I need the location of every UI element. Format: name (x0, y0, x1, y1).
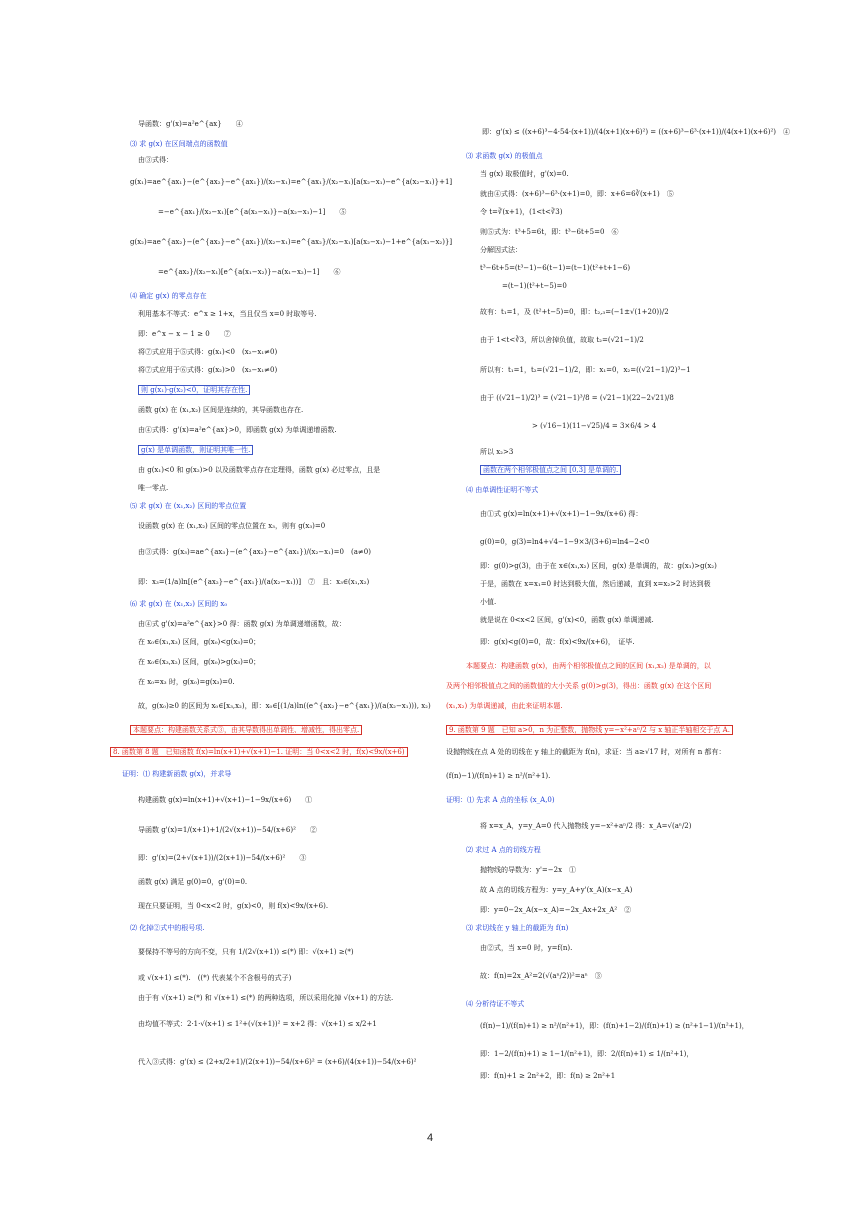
text-line: 或 √(x+1) ≤(*). ((*) 代表某个不含根号的式子) (138, 974, 292, 982)
text-line: t³−6t+5=(t³−1)−6(t−1)=(t−1)(t²+t+1−6) (480, 264, 631, 272)
text-line: 就由④式得：(x+6)³−6³·(x+1)=0，即：x+6=6∛(x+1) ⑤ (480, 190, 674, 198)
boxed-text: 则 g(x₁)·g(x₂)<0，证明其存在性. (138, 385, 250, 395)
text-line: 就是说在 0<x<2 区间，g'(x)<0，函数 g(x) 单调递减. (480, 616, 654, 624)
text-line (110, 748, 408, 757)
text-line: 所以 x₂>3 (480, 448, 514, 456)
step-heading: 证明：⑴ 先求 A 点的坐标 (x_A,0) (446, 796, 555, 804)
text-line: 即：e^x − x − 1 ≥ 0 ⑦ (138, 330, 231, 338)
text-line: 分解因式法： (480, 246, 522, 254)
text-line: 由③式得： (138, 156, 173, 164)
text-line: 要保持不等号的方向不变，只有 1/(2√(x+1)) ≤(*) 即：√(x+1) ≥(*) (138, 948, 354, 956)
text-line: 所以有：t₁=1，t₂=(√21−1)/2，即：x₁=0，x₂=((√21−1)/2)³−1 (480, 366, 691, 374)
text-line: 即：y=0−2x_A(x−x_A)=−2x_Ax+2x_A² ② (480, 906, 632, 914)
step-heading (138, 386, 250, 395)
text-line: 由 g(x₁)<0 和 g(x₂)>0 以及函数零点存在定理得，函数 g(x) 必过零点，且是 (138, 466, 381, 474)
step-heading: 证明：⑴ 构建新函数 g(x)，并求导 (122, 770, 232, 778)
boxed-text: 9. 函数第 9 题 已知 a>0，n 为正整数，抛物线 y=−x²+aⁿ/2 与 x 轴正半轴相交于点 A. (446, 725, 733, 735)
text-line: =(t−1)(t²+t−5)=0 (502, 282, 567, 290)
text-line: 利用基本不等式：e^x ≥ 1+x，当且仅当 x=0 时取等号. (138, 310, 317, 318)
step-heading: ⑸ 求 g(x) 在 (x₁,x₂) 区间的零点位置 (130, 502, 247, 510)
text-line: 由①式 g(x)=ln(x+1)+√(x+1)−1−9x/(x+6) 得： (480, 510, 643, 518)
step-heading: ⑷ 分析待证不等式 (466, 1000, 525, 1008)
boxed-text: 8. 函数第 8 题 已知函数 f(x)=ln(x+1)+√(x+1)−1. 证明：当 0<x<2 时，f(x)<9x/(x+6) (110, 747, 408, 757)
text-line: 由③式得：g(x₃)=ae^{ax₃}−(e^{ax₂}−e^{ax₁})/(x₂−x₁)=0 (a≠0) (138, 548, 371, 556)
text-line: 在 x₀=x₃ 时，g(x₀)=g(x₃)=0. (138, 678, 235, 686)
key-point-text (130, 726, 362, 735)
text-line: 由④式 g'(x)=a²e^{ax}>0 得：函数 g(x) 为单调递增函数，故： (138, 620, 346, 628)
text-line: > (√16−1)(11−√25)/4 = 3×6/4 > 4 (532, 422, 657, 430)
step-heading: ⑷ 由单调性证明不等式 (466, 486, 539, 494)
text-line: 令 t=∛(x+1)，(1<t<∛3) (480, 208, 563, 216)
text-line: 由②式，当 x=0 时，y=f(n). (480, 944, 573, 952)
text-line: 由于 1<t<∛3，所以舍掉负值，故取 t₂=(√21−1)/2 (480, 336, 644, 344)
text-line: 故：f(n)=2x_A²=2(√(aⁿ/2))²=aⁿ ③ (480, 972, 602, 980)
text-line (446, 726, 733, 735)
text-line: 函数 g(x) 满足 g(0)=0，g'(0)=0. (138, 878, 248, 886)
text-line: 故有：t₁=1，及 (t²+t−5)=0，即：t₂,₃=(−1±√(1+20))/2 (480, 308, 669, 316)
text-line: g(x₂)=ae^{ax₂}−(e^{ax₂}−e^{ax₁})/(x₂−x₁)=e^{ax₂}/(x₂−x₁)[a(x₂−x₁)−1+e^{a(x₁−x₂)}] (130, 238, 453, 246)
text-line: 即：1−2/(f(n)+1) ≥ 1−1/(n²+1)，即：2/(f(n)+1) ≤ 1/(n²+1)， (480, 1050, 694, 1058)
text-line: 唯一零点. (138, 484, 169, 492)
text-line: 由于有 √(x+1) ≥(*) 和 √(x+1) ≤(*) 的两种选项，所以采用化掉 √(x+1) 的方法. (138, 994, 394, 1002)
step-heading: ⑵ 求过 A 点的切线方程 (466, 846, 541, 854)
text-line: 由于 ((√21−1)/2)³ = (√21−1)³/8 = (√21−1)(22−2√21)/8 (480, 394, 674, 402)
step-heading: ⑹ 求 g(x) 在 (x₁,x₂) 区间的 x₀ (130, 600, 228, 608)
text-line: 导函数 g'(x)=1/(x+1)+1/(2√(x+1))−54/(x+6)² ② (138, 826, 317, 834)
text-line: 小值. (480, 598, 497, 606)
text-line: 在 x₀∈(x₃,x₂) 区间，g(x₀)>g(x₃)=0； (138, 658, 261, 666)
text-line: 即：g(0)>g(3)，由于在 x∈(x₁,x₂) 区间，g(x) 是单调的，故：g(x₁)>g(x₂) (480, 562, 717, 570)
step-heading: ⑵ 化掉②式中的根号项. (130, 924, 205, 932)
text-line: (f(n)−1)/(f(n)+1) ≥ n²/(n²+1)，即：(f(n)+1−2)/(f(n)+1) ≥ (n²+1−1)/(n²+1)， (480, 1022, 749, 1030)
step-heading (138, 446, 253, 455)
boxed-text: 本题要点：构建函数关系式③，由其导数得出单调性、增减性，得出零点. (130, 725, 362, 735)
text-line: g(0)=0，g(3)=ln4+√4−1−9×3/(3+6)=ln4−2<0 (480, 538, 650, 546)
text-line: 构建函数 g(x)=ln(x+1)+√(x+1)−1−9x/(x+6) ① (138, 796, 313, 804)
key-point-text: (x₁,x₂) 为单调递减，由此来证明本题. (446, 702, 563, 710)
step-heading: ⑶ 求 g(x) 在区间端点的函数值 (130, 140, 228, 148)
text-line: 由④式得：g'(x)=a²e^{ax}>0，即函数 g(x) 为单调递增函数. (138, 426, 337, 434)
text-line: 函数 g(x) 在 (x₁,x₂) 区间是连续的，其导函数也存在. (138, 406, 304, 414)
text-line: 故，g(x₀)≥0 的区间为 x₀∈[x₃,x₂)，即：x₀∈[(1/a)ln((e^{ax₂}−e^{ax₁})/(a(x₂−x₁))), x₂) (138, 702, 431, 710)
text-line: 即：g'(x) ≤ ((x+6)³−4·54·(x+1))/(4(x+1)(x+6)²) = ((x+6)³−6³·(x+1))/(4(x+1)(x+6)²) ④ (482, 128, 790, 136)
text-line: =e^{ax₂}/(x₂−x₁)[e^{a(x₁−x₂)}−a(x₁−x₂)−1] ⑥ (158, 268, 341, 276)
text-line: 在 x₀∈(x₁,x₃) 区间，g(x₀)<g(x₃)=0； (138, 638, 261, 646)
text-line: 抛物线的导数为：y'=−2x ① (480, 866, 577, 874)
boxed-text: g(x) 是单调函数，则证明其唯一性. (138, 445, 253, 455)
text-line: 当 g(x) 取极值时，g'(x)=0. (480, 170, 569, 178)
step-heading (480, 466, 621, 475)
text-line: g(x₁)=ae^{ax₁}−(e^{ax₂}−e^{ax₁})/(x₂−x₁)=e^{ax₁}/(x₂−x₁)[a(x₂−x₁)−e^{a(x₂−x₁)}+1] (130, 178, 453, 186)
text-line: 将⑦式应用于⑥式得：g(x₂)>0 (x₂−x₁≠0) (138, 366, 278, 374)
text-line: 即：g(x)<g(0)=0，故：f(x)<9x/(x+6)， 证毕. (480, 638, 635, 646)
text-line: 将⑦式应用于⑤式得：g(x₁)<0 (x₂−x₁≠0) (138, 348, 278, 356)
text-line: 代入③式得：g'(x) ≤ (2+x/2+1)/(2(x+1))−54/(x+6)² = (x+6)/(4(x+1))−54/(x+6)² (138, 1058, 417, 1066)
text-line: 由均值不等式：2·1·√(x+1) ≤ 1²+(√(x+1))² = x+2 得：√(x+1) ≤ x/2+1 (138, 1020, 377, 1028)
text-line: 则⑤式为：t³+5=6t，即：t³−6t+5=0 ⑥ (480, 228, 619, 236)
text-line: =−e^{ax₁}/(x₂−x₁)[e^{a(x₂−x₁)}−a(x₂−x₁)−1] ⑤ (158, 208, 347, 216)
text-line: 导函数：g'(x)=a²e^{ax} ④ (138, 120, 243, 128)
text-line: 现在只要证明，当 0<x<2 时，g(x)<0，则 f(x)<9x/(x+6). (138, 902, 329, 910)
text-line: 于是，函数在 x=x₁=0 时达到极大值，然后递减，直到 x=x₂>2 时达到极 (480, 580, 711, 588)
text-line: 将 x=x_A，y=y_A=0 代入抛物线 y=−x²+aⁿ/2 得：x_A=√(aⁿ/2) (480, 822, 692, 830)
text-line: 设抛物线在点 A 处的切线在 y 轴上的截距为 f(n)，求证：当 a≥√17 时，对所有 n 都有： (446, 748, 726, 756)
key-point-text: 及两个相邻极值点之间的函数值的大小关系 g(0)>g(3)，得出：函数 g(x) 在这个区间 (446, 682, 712, 690)
step-heading: ⑶ 求函数 g(x) 的极值点 (466, 152, 543, 160)
step-heading: ⑷ 确定 g(x) 的零点存在 (130, 292, 207, 300)
text-line: 即：g'(x)=(2+√(x+1))/(2(x+1))−54/(x+6)² ③ (138, 854, 307, 862)
text-line: 设函数 g(x) 在 (x₁,x₂) 区间的零点位置在 x₃，则有 g(x₃)=0 (138, 522, 326, 530)
text-line: 即：x₃=(1/a)ln[(e^{ax₂}−e^{ax₁})/(a(x₂−x₁))] ⑦ 且：x₃∈(x₁,x₂) (138, 578, 370, 586)
boxed-text: 函数在两个相邻极值点之间 [0,3] 是单调的. (480, 465, 621, 475)
text-line: 故 A 点的切线方程为：y=y_A+y'(x_A)(x−x_A) (480, 886, 633, 894)
text-line: 即：f(n)+1 ≥ 2n²+2，即：f(n) ≥ 2n²+1 (480, 1072, 616, 1080)
page-number: 4 (426, 1132, 434, 1144)
key-point-text: 本题要点：构建函数 g(x)，由两个相邻极值点之间的区间 (x₁,x₂) 是单调的，以 (466, 662, 711, 670)
step-heading: ⑶ 求切线在 y 轴上的截距为 f(n) (466, 924, 569, 932)
text-line: (f(n)−1)/(f(n)+1) ≥ n²/(n²+1). (446, 772, 551, 780)
